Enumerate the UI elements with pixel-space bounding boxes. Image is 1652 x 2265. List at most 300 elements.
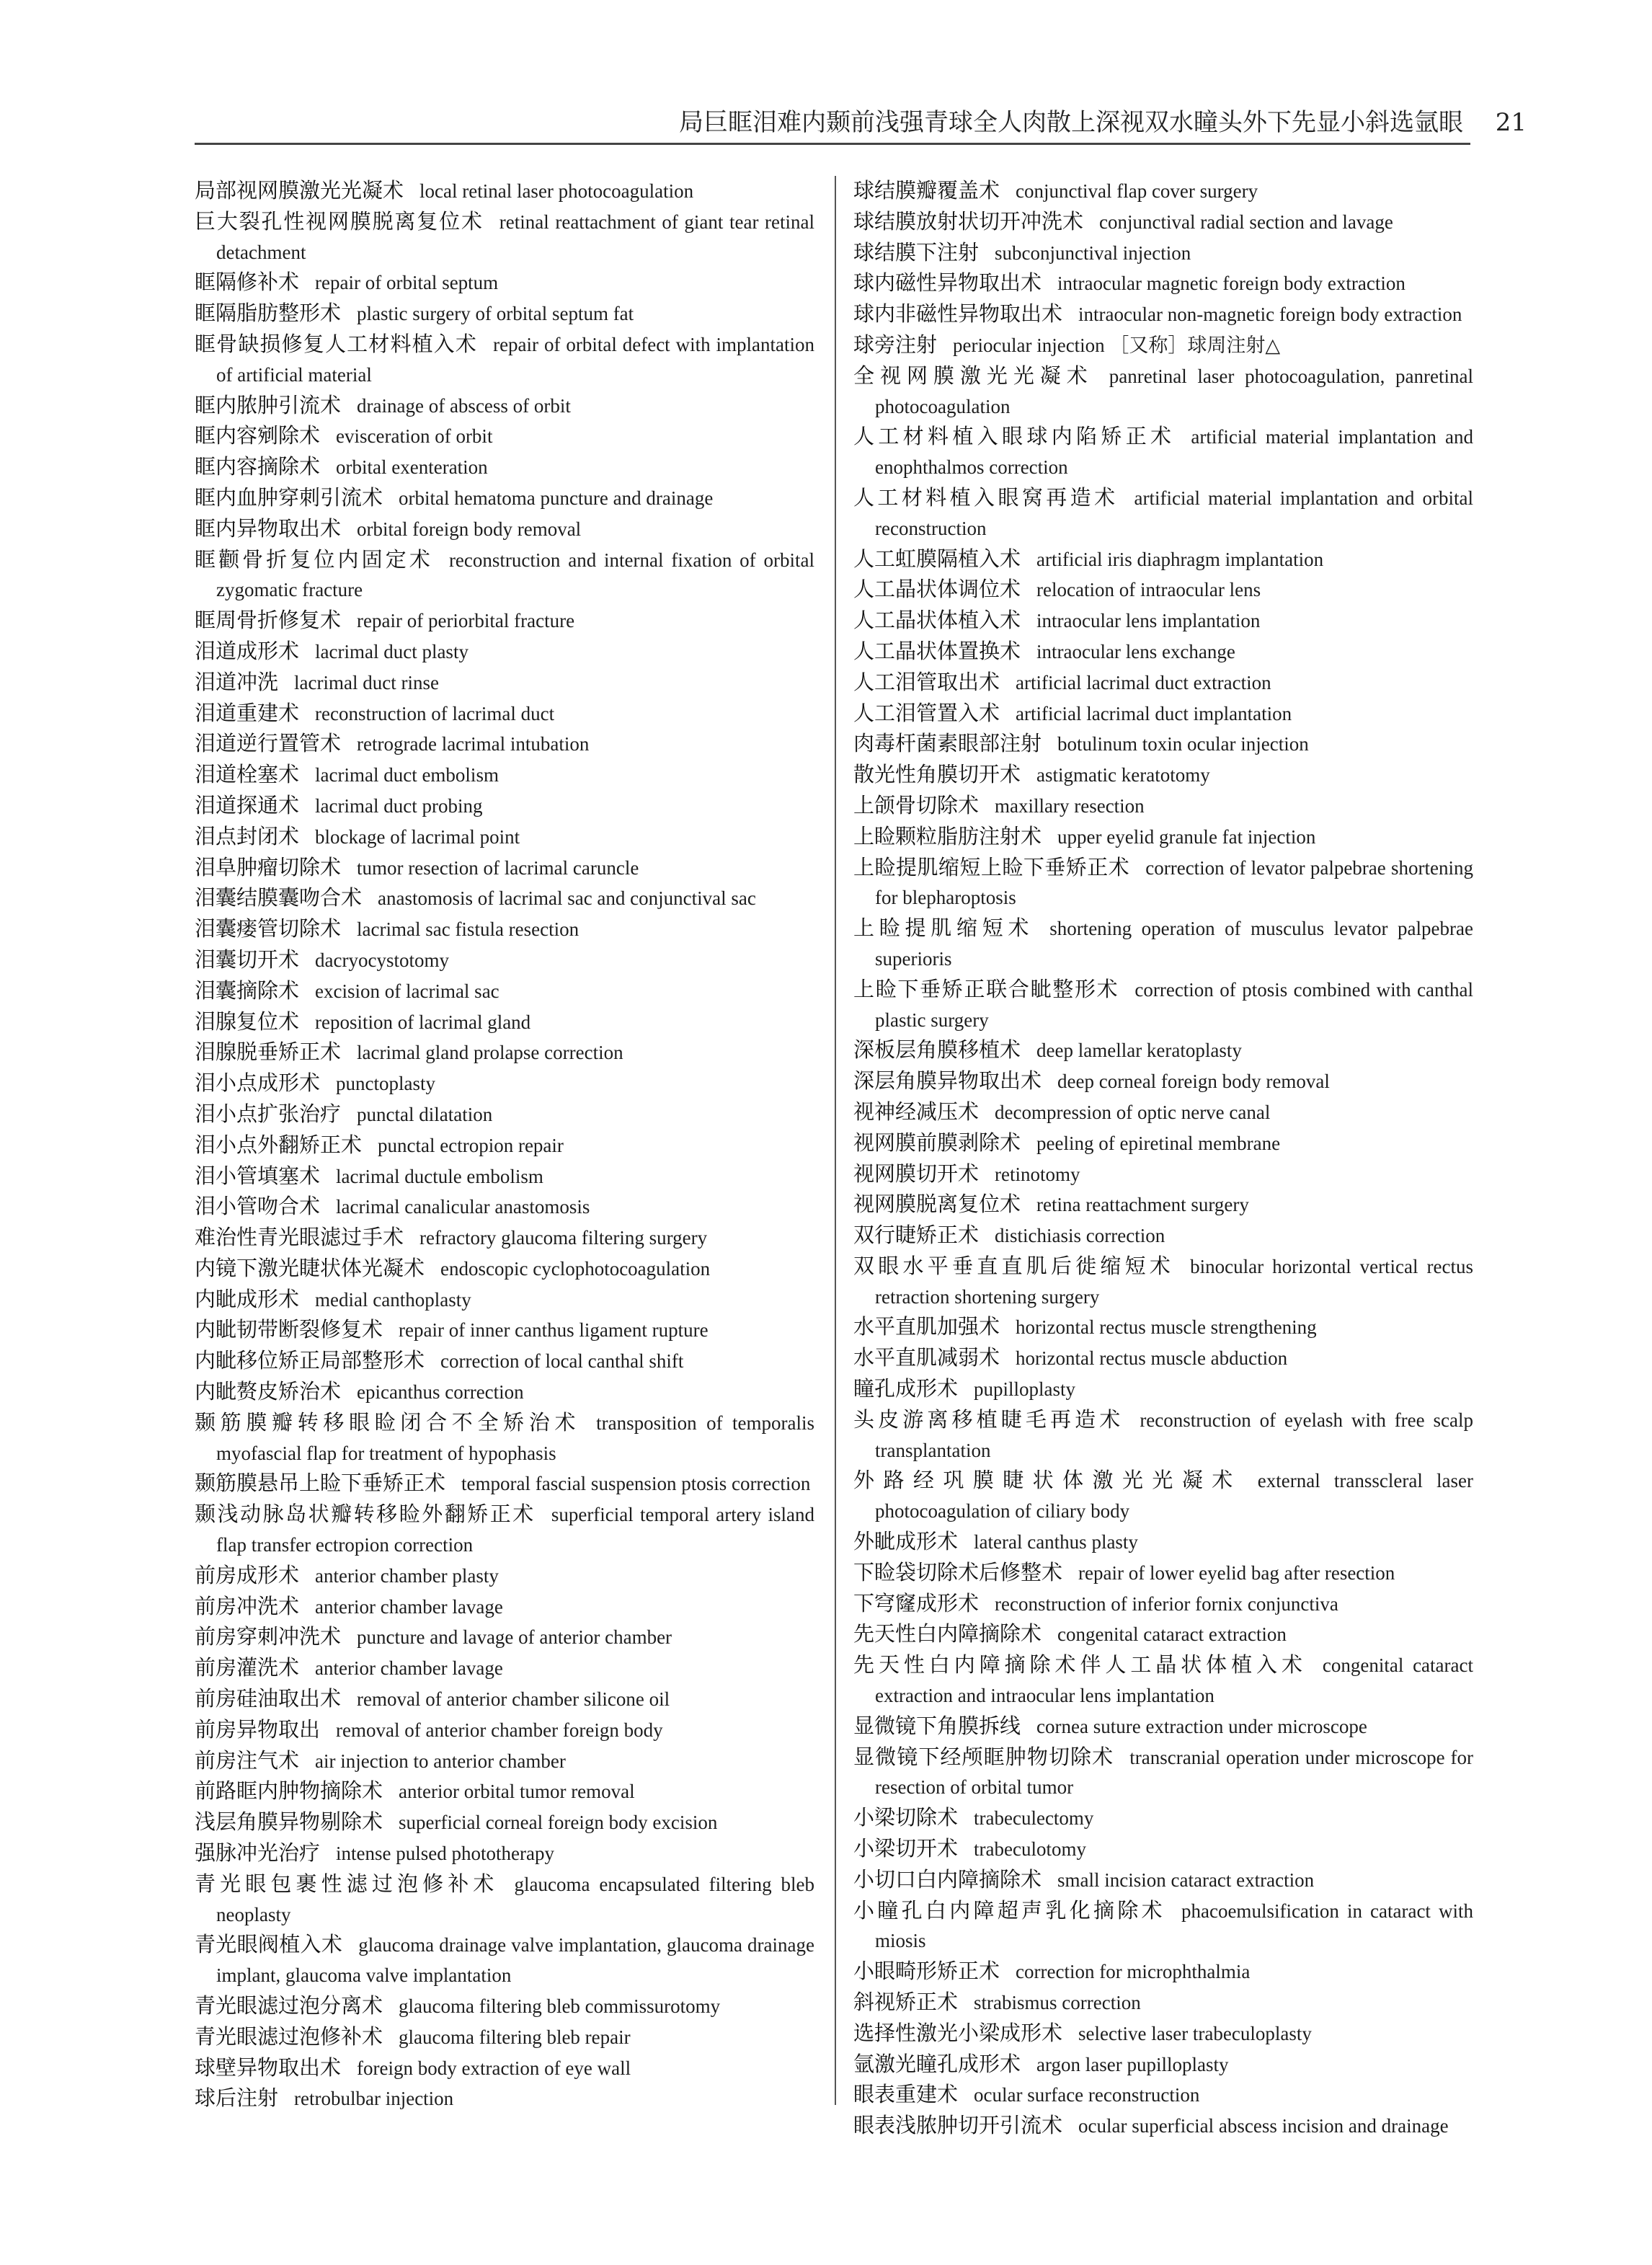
glossary-entry bbox=[853, 176, 1473, 207]
term-chinese: 上睑提肌缩短术 bbox=[853, 916, 1034, 941]
term-english: panretinal laser photocoagulation, panretinal photocoagulation bbox=[875, 365, 1473, 417]
term-chinese: 泪小点成形术 bbox=[195, 1071, 321, 1096]
glossary-entry bbox=[853, 760, 1473, 791]
term-english: reconstruction and internal fixation of orbital zygomatic fracture bbox=[216, 549, 814, 601]
term-english: plastic surgery of orbital septum fat bbox=[357, 303, 634, 325]
term-english: punctal dilatation bbox=[357, 1103, 493, 1125]
term-chinese: 小眼畸形矫正术 bbox=[853, 1959, 1000, 1984]
term-chinese: 泪腺脱垂矫正术 bbox=[195, 1040, 342, 1065]
term-chinese: 显微镜下经颅眶肿物切除术 bbox=[853, 1744, 1114, 1769]
term-english: periocular injection ［又称］球周注射△ bbox=[953, 334, 1281, 356]
term-chinese: 人工材料植入眼窝再造术 bbox=[853, 484, 1119, 510]
term-english: glaucoma encapsulated filtering bleb neoplasty bbox=[216, 1873, 814, 1925]
glossary-entry bbox=[853, 668, 1473, 699]
glossary-entry bbox=[195, 452, 814, 483]
term-chinese: 球结膜下注射 bbox=[853, 239, 980, 265]
glossary-entry bbox=[853, 544, 1473, 575]
glossary-entry bbox=[853, 1865, 1473, 1896]
term-chinese: 人工泪管置入术 bbox=[853, 700, 1000, 725]
glossary-entry bbox=[853, 1128, 1473, 1159]
glossary-entry bbox=[195, 514, 814, 545]
term-chinese: 球结膜瓣覆盖术 bbox=[853, 178, 1000, 203]
term-english: ocular superficial abscess incision and drainage bbox=[1078, 2115, 1449, 2137]
term-chinese: 前房冲洗术 bbox=[195, 1593, 300, 1618]
term-chinese: 泪囊瘘管切除术 bbox=[195, 916, 342, 941]
glossary-entry bbox=[195, 483, 814, 514]
glossary-entry bbox=[195, 1161, 814, 1192]
glossary-entry bbox=[853, 1834, 1473, 1865]
glossary-entry bbox=[853, 2018, 1473, 2049]
term-english: repair of inner canthus ligament rupture bbox=[399, 1319, 709, 1342]
term-chinese: 上睑颗粒脂肪注射术 bbox=[853, 823, 1042, 848]
term-english: retina reattachment surgery bbox=[1036, 1194, 1249, 1216]
term-chinese: 球结膜放射状切开冲洗术 bbox=[853, 208, 1084, 234]
term-english: reconstruction of lacrimal duct bbox=[315, 702, 555, 724]
glossary-entry bbox=[195, 853, 814, 884]
term-chinese: 头皮游离移植睫毛再造术 bbox=[853, 1406, 1124, 1432]
term-chinese: 青光眼阀植入术 bbox=[195, 1932, 343, 1957]
term-english: retrobulbar injection bbox=[294, 2088, 454, 2110]
term-english: reposition of lacrimal gland bbox=[315, 1011, 531, 1033]
glossary-entry bbox=[195, 1746, 814, 1777]
term-chinese: 人工晶状体调位术 bbox=[853, 577, 1021, 602]
term-chinese: 先天性白内障摘除术伴人工晶状体植入术 bbox=[853, 1652, 1307, 1677]
glossary-entry bbox=[195, 1869, 814, 1931]
glossary-entry bbox=[195, 267, 814, 298]
glossary-entry bbox=[195, 1561, 814, 1592]
glossary-entry bbox=[195, 421, 814, 452]
term-chinese: 泪点封闭术 bbox=[195, 823, 300, 848]
term-chinese: 泪囊结膜囊吻合术 bbox=[195, 885, 363, 910]
term-chinese: 下穹窿成形术 bbox=[853, 1590, 980, 1615]
glossary-entry bbox=[195, 1068, 814, 1099]
term-english: upper eyelid granule fat injection bbox=[1057, 825, 1316, 848]
glossary-entry bbox=[853, 1066, 1473, 1097]
glossary-entry bbox=[853, 575, 1473, 606]
term-english: lacrimal canalicular anastomosis bbox=[336, 1196, 590, 1218]
glossary-entry bbox=[195, 729, 814, 760]
term-english: anastomosis of lacrimal sac and conjunctival sac bbox=[378, 887, 756, 910]
term-english: excision of lacrimal sac bbox=[315, 980, 499, 1002]
term-english: orbital hematoma puncture and drainage bbox=[399, 487, 714, 509]
glossary-entry bbox=[853, 1251, 1473, 1313]
term-english: punctoplasty bbox=[336, 1073, 435, 1095]
running-header-title: 局巨眶泪难内颞前浅强青球全人肉散上深视双水瞳头外下先显小斜选氩眼 bbox=[679, 108, 1463, 137]
term-english: artificial lacrimal duct implantation bbox=[1016, 702, 1292, 724]
term-chinese: 肉毒杆菌素眼部注射 bbox=[853, 731, 1042, 756]
glossary-entry bbox=[853, 1987, 1473, 2018]
glossary-entry bbox=[195, 329, 814, 391]
term-chinese: 人工材料植入眼球内陷矫正术 bbox=[853, 424, 1176, 449]
term-chinese: 上颌骨切除术 bbox=[853, 792, 980, 817]
glossary-entry bbox=[195, 1715, 814, 1746]
term-english: phacoemulsification in cataract with miosis bbox=[875, 1900, 1473, 1952]
glossary-entry bbox=[195, 1684, 814, 1715]
term-chinese: 泪囊摘除术 bbox=[195, 978, 300, 1003]
term-english: intense pulsed phototherapy bbox=[336, 1843, 554, 1865]
term-english: repair of orbital defect with implantation of artificial material bbox=[216, 333, 814, 386]
glossary-entry bbox=[853, 2111, 1473, 2142]
glossary-entry bbox=[853, 361, 1473, 422]
term-chinese: 全视网膜激光光凝术 bbox=[853, 363, 1093, 388]
term-english: superficial corneal foreign body excision bbox=[399, 1812, 718, 1834]
term-chinese: 内眦移位矫正局部整形术 bbox=[195, 1348, 425, 1373]
term-english: lacrimal duct rinse bbox=[294, 671, 439, 693]
term-english: binocular horizontal vertical rectus retraction shortening surgery bbox=[875, 1255, 1473, 1308]
term-english: correction for microphthalmia bbox=[1016, 1961, 1251, 1983]
term-chinese: 双行睫矫正术 bbox=[853, 1223, 980, 1248]
glossary-entry bbox=[853, 1527, 1473, 1558]
glossary-entry bbox=[853, 1896, 1473, 1957]
term-english: dacryocystotomy bbox=[315, 949, 449, 971]
term-english: pupilloplasty bbox=[974, 1378, 1076, 1401]
term-chinese: 泪道重建术 bbox=[195, 700, 300, 725]
glossary-entry bbox=[195, 945, 814, 976]
glossary-entry bbox=[195, 976, 814, 1007]
term-english: artificial lacrimal duct extraction bbox=[1016, 671, 1271, 693]
term-chinese: 泪小点外翻矫正术 bbox=[195, 1132, 363, 1157]
glossary-entry bbox=[195, 207, 814, 268]
term-english: air injection to anterior chamber bbox=[315, 1750, 566, 1772]
term-english: epicanthus correction bbox=[357, 1381, 524, 1404]
term-english: intraocular lens exchange bbox=[1036, 640, 1235, 662]
term-english: ocular surface reconstruction bbox=[974, 2084, 1200, 2106]
term-chinese: 眼表重建术 bbox=[853, 2082, 959, 2107]
glossary-entry bbox=[853, 1803, 1473, 1834]
term-chinese: 内镜下激光睫状体光凝术 bbox=[195, 1255, 425, 1280]
glossary-entry bbox=[853, 1159, 1473, 1190]
term-english: retrograde lacrimal intubation bbox=[357, 733, 590, 755]
glossary-entry bbox=[195, 1285, 814, 1316]
term-english: intraocular non-magnetic foreign body extraction bbox=[1078, 303, 1462, 326]
term-english: tumor resection of lacrimal caruncle bbox=[357, 856, 639, 879]
glossary-entry bbox=[195, 668, 814, 699]
term-chinese: 泪道栓塞术 bbox=[195, 762, 300, 787]
term-english: trabeculotomy bbox=[974, 1838, 1086, 1861]
term-chinese: 强脉冲光治疗 bbox=[195, 1840, 321, 1866]
glossary-entry bbox=[853, 1589, 1473, 1620]
term-english: conjunctival flap cover surgery bbox=[1016, 180, 1258, 202]
term-chinese: 泪小点扩张治疗 bbox=[195, 1101, 342, 1126]
term-english: removal of anterior chamber silicone oil bbox=[357, 1688, 670, 1711]
glossary-entry bbox=[853, 422, 1473, 483]
term-chinese: 斜视矫正术 bbox=[853, 1990, 959, 2015]
glossary-entry bbox=[195, 545, 814, 606]
glossary-entry bbox=[853, 268, 1473, 299]
term-chinese: 氩激光瞳孔成形术 bbox=[853, 2051, 1021, 2076]
glossary-entry bbox=[195, 1315, 814, 1346]
page-header bbox=[0, 0, 1652, 151]
glossary-entry bbox=[853, 2049, 1473, 2080]
term-chinese: 深层角膜异物取出术 bbox=[853, 1068, 1042, 1094]
term-english: local retinal laser photocoagulation bbox=[419, 180, 694, 202]
term-english: subconjunctival injection bbox=[995, 241, 1191, 264]
term-chinese: 瞳孔成形术 bbox=[853, 1376, 959, 1401]
glossary-entry bbox=[853, 1650, 1473, 1711]
glossary-entry bbox=[853, 699, 1473, 730]
term-english: refractory glaucoma filtering surgery bbox=[419, 1227, 708, 1249]
term-english: strabismus correction bbox=[974, 1992, 1141, 2014]
glossary-entry bbox=[853, 1619, 1473, 1650]
term-english: orbital foreign body removal bbox=[357, 518, 582, 540]
term-english: removal of anterior chamber foreign body bbox=[336, 1719, 663, 1741]
term-english: congenital cataract extraction bbox=[1057, 1623, 1287, 1646]
glossary-entry bbox=[195, 1254, 814, 1285]
term-english: correction of ptosis combined with canthal plastic surgery bbox=[875, 978, 1473, 1031]
term-chinese: 视网膜前膜剥除术 bbox=[853, 1130, 1021, 1155]
glossary-entry bbox=[195, 822, 814, 853]
term-english: glaucoma drainage valve implantation, glaucoma drainage implant, glaucoma valve implantation bbox=[216, 1934, 814, 1987]
term-chinese: 局部视网膜激光光凝术 bbox=[195, 178, 404, 203]
term-chinese: 颞筋膜悬吊上睑下垂矫正术 bbox=[195, 1471, 446, 1496]
term-chinese: 水平直肌减弱术 bbox=[853, 1345, 1000, 1370]
term-chinese: 小瞳孔白内障超声乳化摘除术 bbox=[853, 1897, 1165, 1923]
term-chinese: 球后注射 bbox=[195, 2086, 279, 2111]
term-chinese: 泪小管填塞术 bbox=[195, 1163, 321, 1188]
glossary-entry bbox=[195, 1130, 814, 1161]
term-english: medial canthoplasty bbox=[315, 1288, 471, 1311]
glossary-entry bbox=[195, 606, 814, 637]
glossary-entry bbox=[195, 1991, 814, 2022]
term-chinese: 人工泪管取出术 bbox=[853, 669, 1000, 694]
term-english: glaucoma filtering bleb commissurotomy bbox=[399, 1995, 721, 2018]
glossary-entry bbox=[853, 1742, 1473, 1804]
glossary-entry bbox=[195, 1223, 814, 1254]
term-english: superficial temporal artery island flap transfer ectropion correction bbox=[216, 1504, 814, 1556]
glossary-entry bbox=[853, 1312, 1473, 1343]
term-english: retinal reattachment of giant tear retinal detachment bbox=[216, 210, 814, 263]
glossary-entry bbox=[195, 699, 814, 730]
term-english: blockage of lacrimal point bbox=[315, 825, 520, 848]
term-english: deep lamellar keratoplasty bbox=[1036, 1040, 1242, 1062]
term-english: anterior chamber lavage bbox=[315, 1657, 503, 1680]
term-chinese: 内眦赘皮矫治术 bbox=[195, 1379, 342, 1404]
term-chinese: 前房灌洗术 bbox=[195, 1655, 300, 1680]
term-english: repair of periorbital fracture bbox=[357, 610, 575, 632]
term-english: lacrimal duct probing bbox=[315, 794, 483, 817]
term-english: intraocular magnetic foreign body extraction bbox=[1057, 272, 1405, 295]
term-english: lateral canthus plasty bbox=[974, 1531, 1138, 1553]
glossary-entry bbox=[853, 1374, 1473, 1405]
term-chinese: 眶内异物取出术 bbox=[195, 515, 342, 541]
term-chinese: 颞筋膜瓣转移眼睑闭合不全矫治术 bbox=[195, 1409, 581, 1435]
term-chinese: 青光眼滤过泡分离术 bbox=[195, 1993, 383, 2018]
term-english: retinotomy bbox=[995, 1163, 1080, 1185]
glossary-entry bbox=[195, 1007, 814, 1038]
glossary-entry bbox=[195, 1838, 814, 1869]
term-english: artificial material implantation and orbital reconstruction bbox=[875, 487, 1473, 539]
term-chinese: 内眦成形术 bbox=[195, 1286, 300, 1311]
term-english: foreign body extraction of eye wall bbox=[357, 2057, 631, 2079]
glossary-entry bbox=[195, 1930, 814, 1991]
term-english: conjunctival radial section and lavage bbox=[1099, 210, 1393, 233]
term-chinese: 眶颧骨折复位内固定术 bbox=[195, 546, 433, 572]
term-chinese: 小梁切开术 bbox=[853, 1836, 959, 1861]
glossary-entry bbox=[195, 1037, 814, 1068]
glossary-entry bbox=[853, 1189, 1473, 1220]
glossary-entry bbox=[853, 637, 1473, 668]
glossary-entry bbox=[853, 207, 1473, 238]
glossary-entry bbox=[195, 1468, 814, 1499]
term-english: congenital cataract extraction and intraocular lens implantation bbox=[875, 1654, 1473, 1707]
term-english: correction of local canthal shift bbox=[440, 1350, 684, 1373]
term-chinese: 眶隔脂肪整形术 bbox=[195, 301, 342, 326]
term-chinese: 难治性青光眼滤过手术 bbox=[195, 1225, 404, 1250]
glossary-entry bbox=[853, 1097, 1473, 1128]
term-chinese: 深板层角膜移植术 bbox=[853, 1037, 1021, 1063]
term-chinese: 视网膜切开术 bbox=[853, 1161, 980, 1186]
term-chinese: 先天性白内障摘除术 bbox=[853, 1621, 1042, 1646]
term-english: lacrimal gland prolapse correction bbox=[357, 1042, 623, 1064]
term-chinese: 前路眶内肿物摘除术 bbox=[195, 1778, 383, 1804]
glossary-entry bbox=[853, 791, 1473, 822]
term-chinese: 人工虹膜隔植入术 bbox=[853, 546, 1021, 571]
term-chinese: 前房注气术 bbox=[195, 1747, 300, 1773]
term-english: anterior chamber plasty bbox=[315, 1564, 499, 1587]
term-chinese: 眶内容剜除术 bbox=[195, 423, 321, 448]
term-english: punctal ectropion repair bbox=[378, 1134, 564, 1156]
term-chinese: 内眦韧带断裂修复术 bbox=[195, 1317, 383, 1342]
glossary-entry bbox=[853, 2080, 1473, 2111]
glossary-entry bbox=[853, 913, 1473, 975]
glossary-entry bbox=[853, 1035, 1473, 1066]
glossary-entry bbox=[853, 1405, 1473, 1466]
term-chinese: 前房成形术 bbox=[195, 1562, 300, 1587]
term-english: reconstruction of inferior fornix conjunctiva bbox=[995, 1592, 1338, 1615]
term-chinese: 上睑提肌缩短上睑下垂矫正术 bbox=[853, 854, 1130, 879]
glossary-entry bbox=[195, 914, 814, 945]
term-english: drainage of abscess of orbit bbox=[357, 394, 571, 417]
glossary-entry bbox=[195, 637, 814, 668]
glossary-entry bbox=[853, 1466, 1473, 1527]
term-english: lacrimal duct plasty bbox=[315, 640, 468, 662]
glossary-entry bbox=[195, 1622, 814, 1653]
term-chinese: 选择性激光小梁成形术 bbox=[853, 2020, 1063, 2045]
glossary-entry bbox=[853, 606, 1473, 637]
term-english: argon laser pupilloplasty bbox=[1036, 2053, 1229, 2075]
term-chinese: 青光眼包裹性滤过泡修补术 bbox=[195, 1871, 499, 1896]
term-english: horizontal rectus muscle abduction bbox=[1016, 1347, 1288, 1370]
glossary-entry bbox=[195, 791, 814, 822]
page-number: 21 bbox=[1495, 108, 1527, 137]
term-english: puncture and lavage of anterior chamber bbox=[357, 1626, 672, 1649]
glossary-entry bbox=[195, 1592, 814, 1623]
left-column bbox=[195, 176, 814, 2114]
term-english: evisceration of orbit bbox=[336, 425, 493, 448]
term-chinese: 小切口白内障摘除术 bbox=[853, 1866, 1042, 1892]
term-chinese: 泪道探通术 bbox=[195, 792, 300, 817]
glossary-entry bbox=[195, 1099, 814, 1130]
term-chinese: 泪道逆行置管术 bbox=[195, 731, 342, 756]
term-chinese: 眶周骨折修复术 bbox=[195, 608, 342, 633]
glossary-entry bbox=[195, 1408, 814, 1469]
glossary-entry bbox=[195, 298, 814, 329]
term-english: temporal fascial suspension ptosis correction bbox=[461, 1473, 811, 1495]
term-chinese: 外路经巩膜睫状体激光光凝术 bbox=[853, 1468, 1242, 1493]
term-english: reconstruction of eyelash with free scalp transplantation bbox=[875, 1409, 1473, 1461]
term-english: correction of levator palpebrae shortening for blepharoptosis bbox=[875, 856, 1473, 909]
term-english: lacrimal sac fistula resection bbox=[357, 918, 579, 941]
term-english: horizontal rectus muscle strengthening bbox=[1016, 1316, 1317, 1339]
glossary-entry bbox=[195, 1377, 814, 1408]
term-chinese: 前房穿刺冲洗术 bbox=[195, 1624, 342, 1649]
glossary-entry bbox=[853, 238, 1473, 269]
term-chinese: 下睑袋切除术后修整术 bbox=[853, 1559, 1063, 1584]
glossary-entry bbox=[853, 822, 1473, 853]
term-chinese: 外眦成形术 bbox=[853, 1529, 959, 1554]
glossary-entry bbox=[195, 1776, 814, 1807]
term-english: peeling of epiretinal membrane bbox=[1036, 1132, 1281, 1154]
glossary-entry bbox=[195, 1192, 814, 1223]
term-english: intraocular lens implantation bbox=[1036, 610, 1261, 632]
glossary-entry bbox=[195, 1653, 814, 1684]
term-english: botulinum toxin ocular injection bbox=[1057, 733, 1309, 755]
term-chinese: 泪小管吻合术 bbox=[195, 1194, 321, 1219]
term-chinese: 眶内血肿穿刺引流术 bbox=[195, 484, 383, 510]
glossary-entry bbox=[853, 1956, 1473, 1987]
term-english: external transscleral laser photocoagulation of ciliary body bbox=[875, 1470, 1473, 1522]
term-chinese: 人工晶状体植入术 bbox=[853, 608, 1021, 633]
glossary-entry bbox=[853, 1343, 1473, 1374]
term-chinese: 泪道冲洗 bbox=[195, 669, 279, 694]
term-english: relocation of intraocular lens bbox=[1036, 579, 1261, 601]
term-chinese: 泪阜肿瘤切除术 bbox=[195, 854, 342, 879]
term-english: artificial iris diaphragm implantation bbox=[1036, 548, 1324, 570]
term-english: shortening operation of musculus levator palpebrae superioris bbox=[875, 918, 1473, 970]
term-english: astigmatic keratotomy bbox=[1036, 764, 1210, 786]
term-chinese: 泪腺复位术 bbox=[195, 1009, 300, 1034]
term-chinese: 浅层角膜异物剔除术 bbox=[195, 1809, 383, 1835]
term-english: decompression of optic nerve canal bbox=[995, 1101, 1271, 1123]
right-column bbox=[853, 176, 1473, 2142]
glossary-entry bbox=[853, 729, 1473, 760]
term-english: glaucoma filtering bleb repair bbox=[399, 2026, 631, 2048]
glossary-entry bbox=[853, 1220, 1473, 1251]
term-english: maxillary resection bbox=[995, 794, 1145, 817]
term-chinese: 上睑下垂矫正联合眦整形术 bbox=[853, 976, 1119, 1001]
term-chinese: 眶内容摘除术 bbox=[195, 454, 321, 479]
glossary-entry bbox=[195, 176, 814, 207]
term-english: anterior orbital tumor removal bbox=[399, 1781, 635, 1803]
term-chinese: 双眼水平垂直直肌后徙缩短术 bbox=[853, 1253, 1175, 1278]
term-chinese: 显微镜下角膜拆线 bbox=[853, 1713, 1021, 1738]
header-rule bbox=[195, 143, 1470, 145]
term-chinese: 球内磁性异物取出术 bbox=[853, 270, 1042, 296]
glossary-entry bbox=[195, 2022, 814, 2053]
term-english: trabeculectomy bbox=[974, 1807, 1094, 1830]
term-english: repair of lower eyelid bag after resection bbox=[1078, 1561, 1395, 1584]
term-chinese: 青光眼滤过泡修补术 bbox=[195, 2024, 383, 2049]
glossary-entry bbox=[195, 1346, 814, 1377]
term-chinese: 视网膜脱离复位术 bbox=[853, 1192, 1021, 1217]
term-chinese: 小梁切除术 bbox=[853, 1805, 959, 1830]
term-english: selective laser trabeculoplasty bbox=[1078, 2022, 1312, 2044]
term-chinese: 泪囊切开术 bbox=[195, 947, 300, 972]
glossary-entry bbox=[853, 853, 1473, 914]
term-chinese: 球壁异物取出术 bbox=[195, 2055, 342, 2080]
column-divider bbox=[835, 176, 836, 2105]
glossary-entry bbox=[195, 1499, 814, 1561]
term-english: artificial material implantation and enophthalmos correction bbox=[875, 426, 1473, 479]
term-chinese: 球旁注射 bbox=[853, 332, 938, 357]
glossary-entry bbox=[853, 330, 1473, 361]
term-english: repair of orbital septum bbox=[315, 272, 499, 294]
glossary-entry bbox=[195, 2083, 814, 2114]
term-english: deep corneal foreign body removal bbox=[1057, 1071, 1330, 1093]
term-english: small incision cataract extraction bbox=[1057, 1869, 1315, 1891]
term-chinese: 水平直肌加强术 bbox=[853, 1314, 1000, 1339]
term-english: lacrimal ductule embolism bbox=[336, 1165, 543, 1187]
